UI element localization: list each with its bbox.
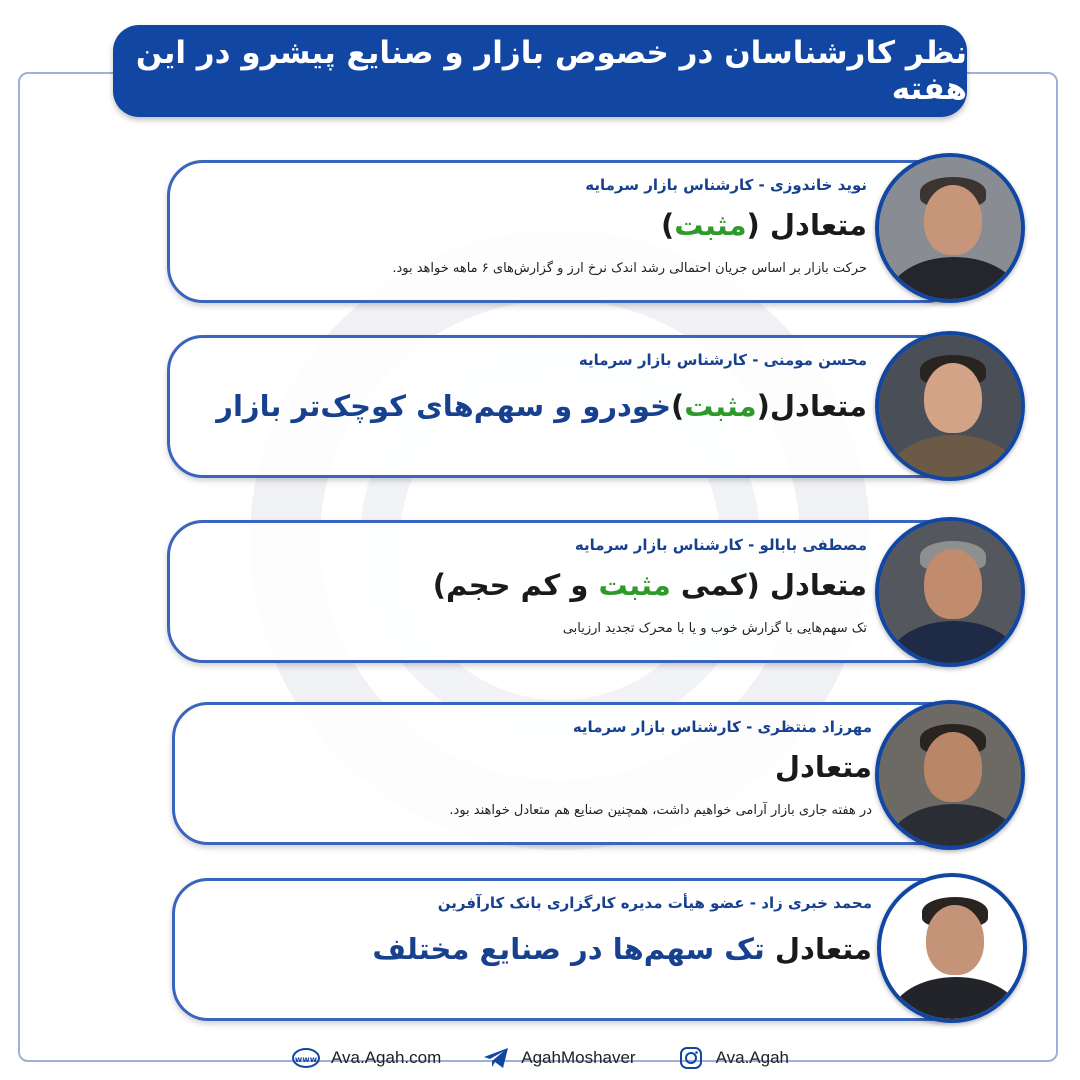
telegram-link[interactable]: AgahMoshaver (521, 1048, 636, 1067)
expert-card-2 (167, 335, 962, 478)
expert-avatar-2 (875, 331, 1025, 481)
instagram-camera-icon (676, 1045, 706, 1071)
expert-card-1 (167, 160, 962, 303)
verdict-highlight: تک سهم‌ها در صنایع مختلف (372, 932, 765, 966)
expert-avatar-3 (875, 517, 1025, 667)
title-banner (113, 25, 967, 117)
verdict-highlight: خودرو و سهم‌های کوچک‌تر بازار (216, 389, 672, 423)
expert-name: محسن مومنی - کارشناس بازار سرمایه (578, 351, 867, 369)
verdict-positive: مثبت (598, 568, 671, 602)
expert-description: تک سهم‌هایی با گزارش خوب و یا با محرک تجدید ارزیابی (562, 621, 867, 636)
expert-name: مصطفی بابالو - کارشناس بازار سرمایه (574, 536, 867, 554)
expert-avatar-1 (875, 153, 1025, 303)
verdict-positive: مثبت (684, 389, 757, 423)
instagram-link[interactable]: Ava.Agah (715, 1048, 790, 1067)
expert-card-4 (172, 702, 967, 845)
expert-name: مهرزاد منتظری - کارشناس بازار سرمایه (572, 718, 872, 736)
footer-contact-bar (0, 1040, 1080, 1076)
expert-description: حرکت بازار بر اساس جریان احتمالی رشد اندک نرخ ارز و گزارش‌های ۶ ماهه خواهد بود. (392, 261, 867, 276)
expert-name: محمد خبری زاد - عضو هیأت مدیره کارگزاری بانک کارآفرین (437, 894, 872, 912)
expert-verdict: متعادل (مثبت) (660, 208, 867, 242)
www-globe-icon (291, 1045, 321, 1071)
expert-verdict: متعادل (کمی مثبت و کم حجم) (432, 568, 867, 602)
expert-card-3 (167, 520, 962, 663)
expert-avatar-4 (875, 700, 1025, 850)
expert-verdict: متعادل(مثبت)خودرو و سهم‌های کوچک‌تر بازار (216, 389, 867, 423)
telegram-plane-icon (481, 1045, 511, 1071)
page-title: نظر کارشناسان در خصوص بازار و صنایع پیشرو در این هفته (135, 35, 967, 107)
footer-website[interactable] (291, 1045, 441, 1071)
footer-instagram[interactable] (676, 1045, 789, 1071)
expert-card-5 (172, 878, 967, 1021)
expert-avatar-5 (877, 873, 1027, 1023)
website-link[interactable]: Ava.Agah.com (330, 1048, 442, 1067)
footer-telegram[interactable] (481, 1045, 635, 1071)
verdict-positive: مثبت (674, 208, 747, 242)
svg-text:www: www (294, 1055, 318, 1064)
expert-verdict: متعادل تک سهم‌ها در صنایع مختلف (372, 932, 872, 966)
expert-description: در هفته جاری بازار آرامی خواهیم داشت، همچنین صنایع هم متعادل خواهند بود. (449, 803, 872, 818)
expert-name: نوید خاندوزی - کارشناس بازار سرمایه (585, 176, 867, 194)
expert-verdict: متعادل (774, 750, 872, 784)
